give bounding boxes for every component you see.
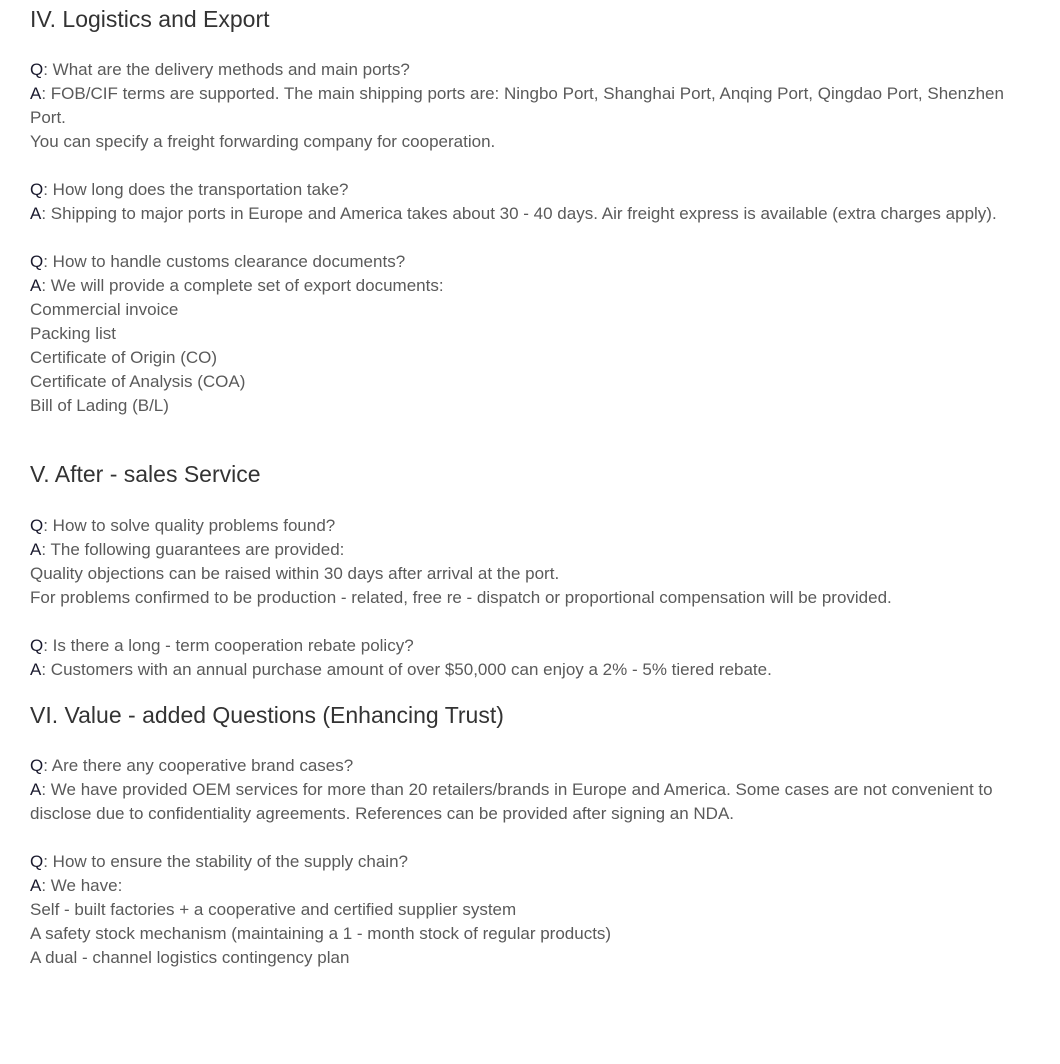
answer-line: [30, 778, 1040, 826]
qa-item: [30, 850, 1040, 970]
answer-detail: A dual - channel logistics contingency plan: [30, 948, 350, 967]
answer-line: [30, 538, 1040, 562]
question-text: : Are there any cooperative brand cases?: [43, 756, 354, 775]
answer-prefix: A: [30, 204, 42, 223]
question-line: [30, 850, 1040, 874]
answer-detail: Bill of Lading (B/L): [30, 396, 169, 415]
question-prefix: Q: [30, 60, 44, 79]
question-text: : How to handle customs clearance documents?: [43, 252, 406, 271]
question-text: : Is there a long - term cooperation rebate policy?: [43, 636, 414, 655]
question-line: [30, 178, 1040, 202]
qa-item: [30, 58, 1040, 154]
answer-prefix: A: [30, 780, 42, 799]
section-title: V. After - sales Service: [30, 461, 261, 487]
answer-prefix: A: [30, 660, 42, 679]
answer-line: [30, 874, 1040, 898]
question-line: [30, 514, 1040, 538]
answer-detail: Self - built factories + a cooperative and certified supplier system: [30, 900, 517, 919]
answer-line: [30, 202, 1040, 226]
answer-text: : Shipping to major ports in Europe and America takes about 30 - 40 days. Air freight express is available (extra charges apply).: [41, 204, 997, 223]
question-prefix: Q: [30, 180, 44, 199]
qa-item: [30, 514, 1040, 610]
answer-detail: Certificate of Origin (CO): [30, 348, 218, 367]
answer-prefix: A: [30, 540, 42, 559]
answer-prefix: A: [30, 84, 42, 103]
answer-text: : The following guarantees are provided:: [41, 540, 345, 559]
answer-detail: Commercial invoice: [30, 300, 179, 319]
answer-text: : We have:: [41, 876, 123, 895]
answer-detail: For problems confirmed to be production - related, free re - dispatch or proportional compensation will be provided.: [30, 588, 892, 607]
qa-item: [30, 250, 1040, 418]
answer-detail: Certificate of Analysis (COA): [30, 372, 246, 391]
question-prefix: Q: [30, 636, 44, 655]
section-after-sales: [30, 460, 1040, 488]
question-prefix: Q: [30, 756, 44, 775]
answer-prefix: A: [30, 876, 42, 895]
answer-line: [30, 82, 1040, 130]
qa-item: [30, 754, 1040, 826]
section-title: VI. Value - added Questions (Enhancing Trust): [30, 702, 504, 728]
question-line: [30, 754, 1040, 778]
answer-text: : Customers with an annual purchase amount of over $50,000 can enjoy a 2% - 5% tiered rebate.: [41, 660, 772, 679]
question-text: : How long does the transportation take?: [43, 180, 349, 199]
answer-line: [30, 658, 1040, 682]
section-logistics-export: [30, 5, 1040, 33]
answer-detail: Quality objections can be raised within 30 days after arrival at the port.: [30, 564, 560, 583]
question-line: [30, 250, 1040, 274]
question-text: : How to ensure the stability of the supply chain?: [43, 852, 408, 871]
answer-text: : We will provide a complete set of export documents:: [41, 276, 444, 295]
answer-prefix: A: [30, 276, 42, 295]
question-text: : How to solve quality problems found?: [43, 516, 336, 535]
section-value-added: [30, 701, 1040, 729]
question-line: [30, 58, 1040, 82]
question-prefix: Q: [30, 852, 44, 871]
section-title: IV. Logistics and Export: [30, 6, 270, 32]
answer-text: : We have provided OEM services for more than 20 retailers/brands in Europe and America. Some cases are not convenient to disclose due to confidentiality agreements. References can be provided after signing an NDA.: [30, 780, 993, 823]
answer-text: : FOB/CIF terms are supported. The main shipping ports are: Ningbo Port, Shanghai Port, Anqing Port, Qingdao Port, Shenzhen Port.: [30, 84, 1004, 127]
question-prefix: Q: [30, 252, 44, 271]
qa-item: [30, 178, 1040, 226]
answer-detail: Packing list: [30, 324, 116, 343]
qa-item: [30, 634, 1040, 682]
question-text: : What are the delivery methods and main ports?: [43, 60, 410, 79]
answer-detail: A safety stock mechanism (maintaining a 1 - month stock of regular products): [30, 924, 612, 943]
question-prefix: Q: [30, 516, 44, 535]
answer-line: [30, 274, 1040, 298]
question-line: [30, 634, 1040, 658]
answer-detail: You can specify a freight forwarding company for cooperation.: [30, 132, 496, 151]
